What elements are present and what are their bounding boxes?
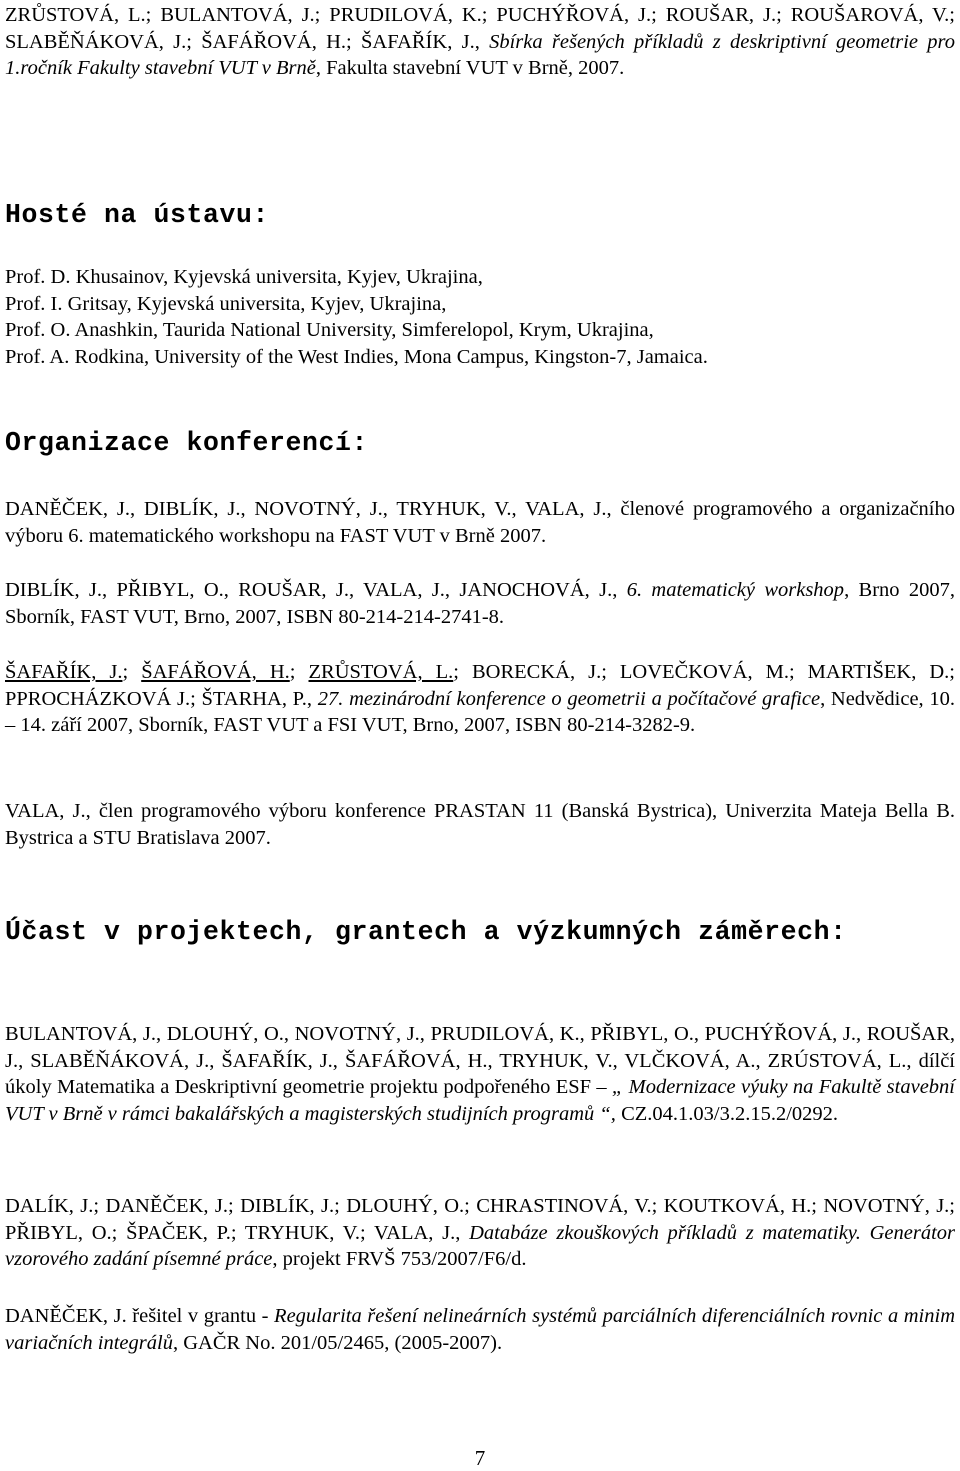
conference-item-4: VALA, J., člen programového výboru konference PRASTAN 11 (Banská Bystrica), Univerzita Mateja Bella B. Bystrica a STU Bratislava 2007. [5, 800, 955, 849]
project-item-3: DANĚČEK, J. řešitel v grantu - Regularita řešení nelineárních systémů parciálních diferenciálních rovnic a minim variačních integrálů, GAČR No. 201/05/2465, (2005-2007). [5, 1305, 955, 1354]
project-item-2: DALÍK, J.; DANĚČEK, J.; DIBLÍK, J.; DLOUHÝ, O.; CHRASTINOVÁ, V.; KOUTKOVÁ, H.; NOVOTNÝ, J.; PŘIBYL, O.; ŠPAČEK, P.; TRYHUK, V.; VALA, J., Databáze zkouškových příkladů z matematiky. Generátor vzorového zadání písemné práce, projekt FRVŠ 753/2007/F6/d. [5, 1195, 955, 1271]
reference-sbirka [5, 2, 955, 82]
guest-line: Prof. I. Gritsay, Kyjevská universita, Kyjev, Ukrajina, [5, 293, 447, 315]
guest-line: Prof. O. Anashkin, Taurida National University, Simferelopol, Krym, Ukrajina, [5, 319, 654, 341]
page-number: 7 [474, 1446, 486, 1470]
heading-projekty: Účast v projektech, grantech a výzkumných záměrech: [5, 917, 847, 947]
reference-authors: ZRŮSTOVÁ, L.; BULANTOVÁ, J.; PRUDILOVÁ, K.; PUCHÝŘOVÁ, J.; ROUŠAR, J.; ROUŠAROVÁ, V.; SLABĚŇÁKOVÁ, J.; ŠAFÁŘOVÁ, H.; ŠAFAŘÍK, J., [5, 4, 955, 53]
conference-item-3: ŠAFAŘÍK, J.; ŠAFÁŘOVÁ, H.; ZRŮSTOVÁ, L.; BORECKÁ, J.; LOVEČKOVÁ, M.; MARTIŠEK, D.; PPROCHÁZKOVÁ J.; ŠTARHA, P., 27. mezinárodní konference o geometrii a počítačové grafice, Nedvědice, 10. – 14. září 2007, Sborník, FAST VUT a FSI VUT, Brno, 2007, ISBN 80-214-3282-9. [5, 661, 956, 737]
reference-title: Sbírka řešených příkladů z deskriptivní geometrie pro 1.ročník Fakulty stavební VUT v Brně [5, 30, 956, 80]
guest-line: Prof. D. Khusainov, Kyjevská universita, Kyjev, Ukrajina, [5, 266, 483, 288]
conference-item-1: DANĚČEK, J., DIBLÍK, J., NOVOTNÝ, J., TRYHUK, V., VALA, J., členové programového a organizačního výboru 6. matematického workshopu na FAST VUT v Brně 2007. [5, 498, 955, 547]
heading-organizace: Organizace konferencí: [5, 428, 369, 458]
project-item-1: BULANTOVÁ, J., DLOUHÝ, O., NOVOTNÝ, J., PRUDILOVÁ, K., PŘIBYL, O., PUCHÝŘOVÁ, J., ROUŠAR, J., SLABĚŇÁKOVÁ, J., ŠAFAŘÍK, J., ŠAFÁŘOVÁ, H., TRYHUK, V., VLČKOVÁ, A., ZRÚSTOVÁ, L., dílčí úkoly Matematika a Deskriptivní geometrie projektu podpořeného ESF – „ Modernizace výuky na Fakultě stavební VUT v Brně v rámci bakalářských a magisterských studijních programů “, CZ.04.1.03/3.2.15.2/0292. [5, 1023, 955, 1125]
guest-line: Prof. A. Rodkina, University of the West Indies, Mona Campus, Kingston-7, Jamaica. [5, 346, 708, 368]
reference-publisher: , Fakulta stavební VUT v Brně, 2007. [315, 57, 625, 80]
conference-item-2: DIBLÍK, J., PŘIBYL, O., ROUŠAR, J., VALA, J., JANOCHOVÁ, J., 6. matematický workshop, Brno 2007, Sborník, FAST VUT, Brno, 2007, ISBN 80-214-214-2741-8. [5, 579, 955, 628]
heading-hoste: Hosté na ústavu: [5, 200, 270, 230]
